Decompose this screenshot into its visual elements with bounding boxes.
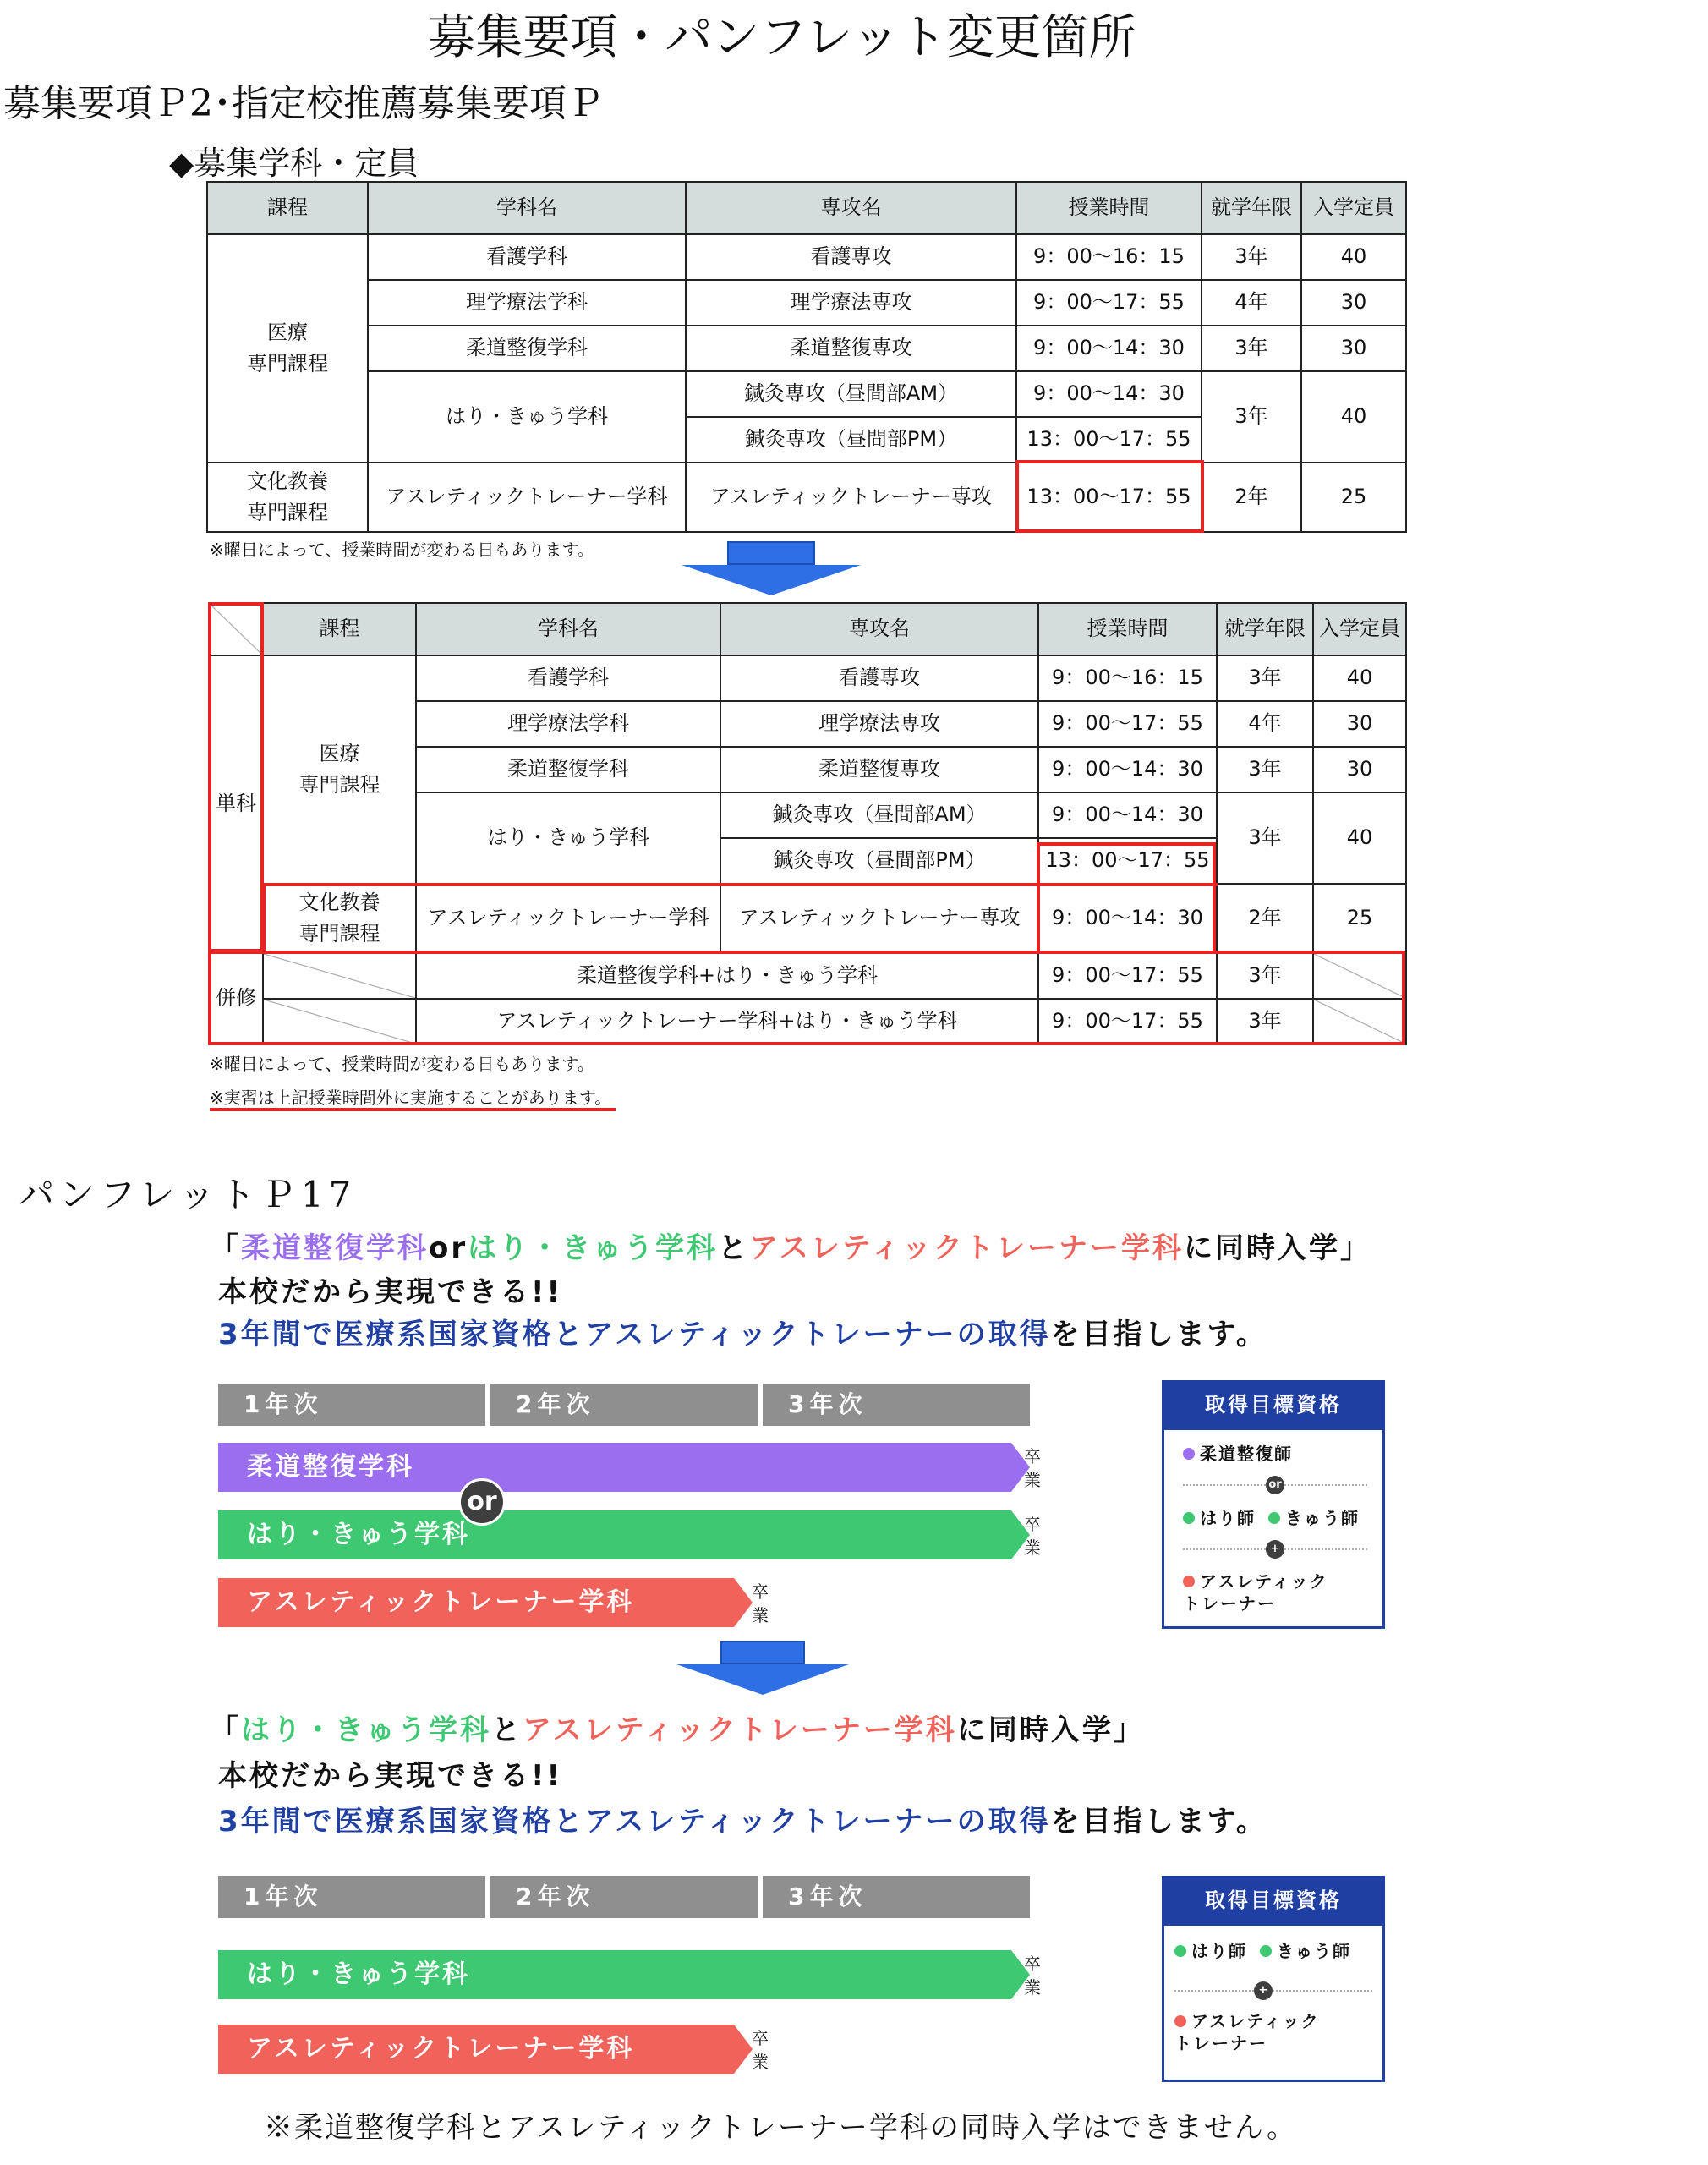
section-heading-pamphlet: パンフレットＰ17 <box>19 1174 357 1215</box>
bar-harikyu: はり・きゅう学科 <box>218 1950 1011 1999</box>
header-row <box>209 603 1406 655</box>
highlight-old-time <box>1015 460 1204 533</box>
bar-tip-icon <box>734 2025 753 2074</box>
old-requirements-table <box>206 181 1407 533</box>
cell-capacity: 30 <box>1313 747 1406 792</box>
header-major: 専攻名 <box>686 182 1016 234</box>
header-course: 課程 <box>207 182 368 234</box>
course-culture: 文化教養 専門課程 <box>207 463 368 532</box>
cell-major: 鍼灸専攻（昼間部PM） <box>686 417 1016 463</box>
text-suffix: に同時入学」 <box>1184 1231 1372 1265</box>
header-course: 課程 <box>263 603 416 655</box>
subheading-departments: ◆募集学科・定員 <box>169 145 419 182</box>
tagline-after: 本校だから実現できる!! <box>218 1759 563 1793</box>
cell-years: 3年 <box>1217 999 1313 1044</box>
goal-blue: 3年間で医療系国家資格とアスレティックトレーナーの取得 <box>218 1805 1051 1839</box>
section-heading-requirements: 募集要項Ｐ2･指定校推薦募集要項Ｐ <box>3 82 604 125</box>
year-label-2: 2年次 <box>490 1876 758 1918</box>
year-label-2: 2年次 <box>490 1384 758 1426</box>
bar-athletic: アスレティックトレーナー学科 <box>218 2025 734 2074</box>
graduate-label: 卒 業 <box>752 1581 769 1625</box>
cell-capacity: 30 <box>1301 326 1406 371</box>
course-culture: 文化教養 専門課程 <box>263 884 416 953</box>
cell-dept: 理学療法学科 <box>368 280 686 326</box>
header-time: 授業時間 <box>1016 182 1202 234</box>
text-judo: 柔道整復学科 <box>241 1231 429 1265</box>
graduate-label: 卒 業 <box>1024 1954 1041 1998</box>
cell-time: 9：00〜14：30 <box>1016 326 1202 371</box>
qualification-title: 取得目標資格 <box>1164 1878 1382 1926</box>
page-title: 募集要項・パンフレット変更箇所 <box>428 10 1136 65</box>
highlight-combined-rows <box>208 951 1405 1045</box>
table-row <box>207 463 1406 532</box>
cell-capacity: 30 <box>1301 280 1406 326</box>
header-capacity: 入学定員 <box>1301 182 1406 234</box>
cell-capacity: 40 <box>1301 234 1406 280</box>
header-major: 専攻名 <box>720 603 1038 655</box>
cell-years: 3年 <box>1217 747 1313 792</box>
cell-years: 3年 <box>1202 326 1301 371</box>
cell-major: 鍼灸専攻（昼間部AM） <box>720 792 1038 838</box>
table-row <box>209 655 1406 701</box>
bar-judo: 柔道整復学科 <box>218 1443 1011 1492</box>
qual-hari-label: はり師 <box>1191 1941 1247 1961</box>
text-athletic: アスレティックトレーナー学科 <box>523 1713 957 1747</box>
qual-kyu-label: きゅう師 <box>1276 1941 1351 1961</box>
cell-time: 9：00〜14：30 <box>1038 792 1217 838</box>
cell-time: 9：00〜17：55 <box>1038 953 1217 999</box>
header-capacity: 入学定員 <box>1313 603 1406 655</box>
year-label-1: 1年次 <box>218 1384 485 1426</box>
qual-kyu-label: きゅう師 <box>1284 1508 1360 1528</box>
note-new-2: ※実習は上記授業時間外に実施することがあります。 <box>210 1088 612 1108</box>
cell-years: 3年 <box>1202 371 1301 463</box>
cell-major: アスレティックトレーナー専攻 <box>686 463 1016 532</box>
highlight-new-time <box>1037 842 1216 952</box>
plus-icon: + <box>1254 1981 1273 2000</box>
table-row <box>207 326 1406 371</box>
red-dot-icon <box>1183 1576 1195 1587</box>
cell-dept: 看護学科 <box>416 655 720 701</box>
headline-before <box>210 1225 1371 1266</box>
qual-athletic-label: アスレティック トレーナー <box>1174 2011 1320 2053</box>
goal-after <box>218 1798 1267 1839</box>
or-small-badge: or <box>1266 1476 1284 1494</box>
cell-years: 3年 <box>1217 655 1313 701</box>
cell-major: 看護専攻 <box>686 234 1016 280</box>
cell-dept: 看護学科 <box>368 234 686 280</box>
cell-dept: アスレティックトレーナー学科 <box>368 463 686 532</box>
graduate-label: 卒 業 <box>1024 1514 1041 1558</box>
qualification-box-after <box>1162 1876 1385 2082</box>
footnote: ※柔道整復学科とアスレティックトレーナー学科の同時入学はできません。 <box>264 2111 1297 2145</box>
header-dept: 学科名 <box>416 603 720 655</box>
highlight-added-column <box>208 602 264 952</box>
cell-capacity: 40 <box>1313 792 1406 884</box>
cell-dept: 柔道整復学科 <box>416 747 720 792</box>
or-badge: or <box>458 1478 506 1526</box>
cell-time: 9：00〜14：30 <box>1016 371 1202 417</box>
qual-athletic <box>1174 2010 1320 2054</box>
header-dept: 学科名 <box>368 182 686 234</box>
header-years: 就学年限 <box>1217 603 1313 655</box>
cell-years: 2年 <box>1217 884 1313 953</box>
cell-years: 4年 <box>1202 280 1301 326</box>
text-to: と <box>491 1713 523 1747</box>
cell-major: 柔道整復専攻 <box>686 326 1016 371</box>
qual-athletic <box>1183 1570 1328 1614</box>
table-row <box>207 371 1406 417</box>
green-dot-icon <box>1183 1512 1195 1524</box>
purple-dot-icon <box>1183 1448 1195 1460</box>
cell-dept: 柔道整復学科 <box>368 326 686 371</box>
cell-capacity: 25 <box>1301 463 1406 532</box>
green-dot-icon <box>1268 1512 1280 1524</box>
bracket: 「 <box>210 1713 241 1747</box>
cell-capacity: 25 <box>1313 884 1406 953</box>
qualification-box-before <box>1162 1380 1385 1629</box>
note-new-1: ※曜日によって、授業時間が変わる日もあります。 <box>210 1054 594 1074</box>
cell-years: 2年 <box>1202 463 1301 532</box>
cell-years: 3年 <box>1217 953 1313 999</box>
cell-time-old-highlight: 13：00〜17：55 <box>1016 463 1202 532</box>
qual-hari-label: はり師 <box>1200 1508 1256 1528</box>
cell-major: 理学療法専攻 <box>686 280 1016 326</box>
year-label-3: 3年次 <box>763 1876 1030 1918</box>
year-label-1: 1年次 <box>218 1876 485 1918</box>
graduate-label: 卒 業 <box>1024 1446 1041 1490</box>
cell-dept: アスレティックトレーナー学科 <box>416 884 720 953</box>
year-label-3: 3年次 <box>763 1384 1030 1426</box>
header-row <box>207 182 1406 234</box>
bar-tip-icon <box>734 1578 753 1627</box>
text-to: と <box>718 1231 750 1265</box>
course-medical: 医療 専門課程 <box>263 655 416 884</box>
bar-athletic: アスレティックトレーナー学科 <box>218 1578 734 1627</box>
label-combined: 併修 <box>209 953 263 1044</box>
qualification-title: 取得目標資格 <box>1164 1383 1382 1430</box>
cell-dept: 理学療法学科 <box>416 701 720 747</box>
cell-years: 3年 <box>1202 234 1301 280</box>
cell-time: 9：00〜17：55 <box>1038 701 1217 747</box>
qual-judo <box>1183 1442 1293 1466</box>
cell-major: 理学療法専攻 <box>720 701 1038 747</box>
label-single: 単科 <box>209 655 263 953</box>
tagline-before: 本校だから実現できる!! <box>218 1275 563 1309</box>
qual-harikyu <box>1174 1939 1351 1963</box>
cell-dept: はり・きゅう学科 <box>416 792 720 884</box>
table-row <box>207 234 1406 280</box>
graduate-label: 卒 業 <box>752 2028 769 2072</box>
headline-after <box>210 1707 1145 1748</box>
text-or: or <box>429 1231 468 1265</box>
cell-capacity: 40 <box>1301 371 1406 463</box>
text-athletic: アスレティックトレーナー学科 <box>749 1231 1185 1265</box>
qual-harikyu <box>1183 1506 1360 1530</box>
cell-time-new-highlight: 9：00〜14：30 <box>1038 884 1217 953</box>
cell-capacity: 40 <box>1313 655 1406 701</box>
note-old: ※曜日によって、授業時間が変わる日もあります。 <box>210 540 594 560</box>
cell-major: アスレティックトレーナー専攻 <box>720 884 1038 953</box>
cell-major: 柔道整復専攻 <box>720 747 1038 792</box>
goal-before <box>218 1311 1267 1352</box>
goal-blue: 3年間で医療系国家資格とアスレティックトレーナーの取得 <box>218 1318 1051 1351</box>
cell-major: 鍼灸専攻（昼間部AM） <box>686 371 1016 417</box>
cell-major: 看護専攻 <box>720 655 1038 701</box>
cell-years: 4年 <box>1217 701 1313 747</box>
cell-time: 13：00〜17：55 <box>1016 417 1202 463</box>
goal-rest: を目指します。 <box>1050 1318 1267 1351</box>
cell-dept: はり・きゅう学科 <box>368 371 686 463</box>
text-harikyu: はり・きゅう学科 <box>468 1231 719 1265</box>
plus-icon: + <box>1266 1540 1284 1559</box>
cell-combined-name: アスレティックトレーナー学科+はり・きゅう学科 <box>416 999 1038 1044</box>
cell-combined-name: 柔道整復学科+はり・きゅう学科 <box>416 953 1038 999</box>
text-suffix: に同時入学」 <box>956 1713 1145 1747</box>
qual-athletic-label: アスレティック トレーナー <box>1183 1571 1328 1614</box>
table-row <box>207 280 1406 326</box>
bracket: 「 <box>210 1231 241 1265</box>
cell-time: 13：00〜17：55 <box>1038 838 1217 884</box>
underline-note2 <box>210 1108 616 1111</box>
bar-harikyu: はり・きゅう学科 <box>218 1510 1011 1559</box>
divider <box>1174 1990 1372 1992</box>
cell-time: 9：00〜17：55 <box>1038 999 1217 1044</box>
green-dot-icon <box>1174 1945 1186 1957</box>
cell-capacity: 30 <box>1313 701 1406 747</box>
course-medical: 医療 専門課程 <box>207 234 368 463</box>
green-dot-icon <box>1260 1945 1272 1957</box>
red-dot-icon <box>1174 2015 1186 2027</box>
goal-rest: を目指します。 <box>1050 1805 1267 1839</box>
cell-years: 3年 <box>1217 792 1313 884</box>
cell-time: 9：00〜17：55 <box>1016 280 1202 326</box>
cell-major: 鍼灸専攻（昼間部PM） <box>720 838 1038 884</box>
cell-time: 9：00〜16：15 <box>1016 234 1202 280</box>
cell-time: 9：00〜14：30 <box>1038 747 1217 792</box>
text-harikyu: はり・きゅう学科 <box>241 1713 491 1747</box>
cell-time: 9：00〜16：15 <box>1038 655 1217 701</box>
header-time: 授業時間 <box>1038 603 1217 655</box>
qual-judo-label: 柔道整復師 <box>1200 1444 1293 1464</box>
header-years: 就学年限 <box>1202 182 1301 234</box>
